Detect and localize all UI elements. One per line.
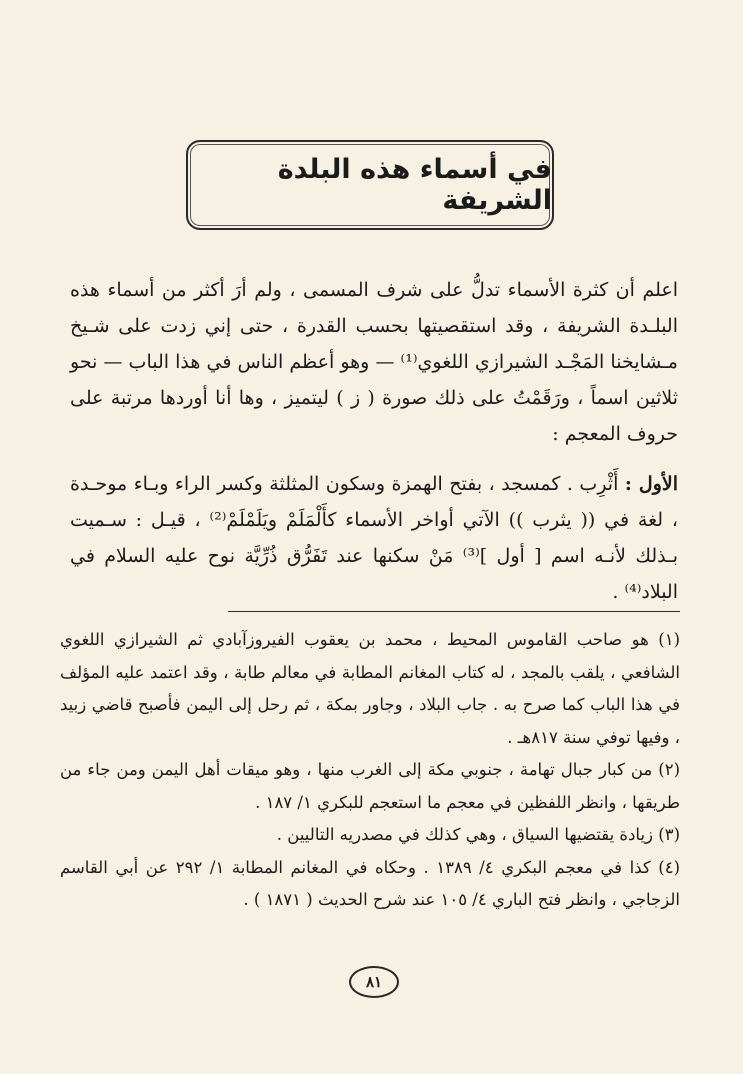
footnote-3: (٣) زيادة يقتضيها السياق ، وهي كذلك في مصدريه التاليين .	[276, 825, 680, 844]
paragraph-first-name	[70, 466, 678, 610]
page-number: ٨١	[349, 966, 399, 998]
footnote-4: (٤) كذا في معجم البكري ٤/ ١٣٨٩ . وحكاه في المغانم المطابة ١/ ٢٩٢ عن أبي القاسم الزجاجي ، وانظر فتح الباري ٤/ ١٠٥ عند شرح الحديث ( ١٨٧١ ) .	[60, 857, 680, 909]
paragraph-label: الأول :	[624, 473, 678, 495]
footnote-separator	[228, 611, 680, 612]
paragraph-intro: اعلم أن كثرة الأسماء تدلُّ على شرف المسمى ، ولم أرَ أكثر من أسماء هذه البلـدة الشريفة ، وقد استقصيتها بحسب القدرة ، حتى إني زدت على شـيخ مـشايخنا المَجْـد الشيرازي اللغوي⁽¹⁾ — وهو أعظم الناس في هذا الباب — نحو ثلاثين اسماً ، ورَقَمْتُ على ذلك صورة ( ز ) ليتميز ، وها أنا أوردها مرتبة على حروف المعجم :	[70, 279, 678, 445]
paragraph-first-name-text: أَثْرِب . كمسجد ، بفتح الهمزة وسكون المثلثة وكسر الراء وبـاء موحـدة ، لغة في (( يثرب )) الآتي أواخر الأسماء كأَلْمَلَمْ ويَلَمْلَمْ⁽²⁾ ، قيـل : سـميت بـذلك لأنـه اسم [ أول ]⁽³⁾ مَنْ سكنها عند تَفَرُّق ذُرِّيَّة نوح عليه السلام في البلاد⁽⁴⁾ .	[70, 473, 678, 603]
chapter-heading: في أسماء هذه البلدة الشريفة	[277, 154, 552, 216]
chapter-heading-frame	[186, 140, 554, 230]
footnote-2: (٢) من كبار جبال تهامة ، جنوبي مكة إلى الغرب منها ، وهو ميقات أهل اليمن ومن جاء من طريقها ، وانظر اللفظين في معجم ما استعجم للبكري ١/ ١٨٧ .	[60, 760, 680, 812]
footnote-1: (١) هو صاحب القاموس المحيط ، محمد بن يعقوب الفيروزآبادي ثم الشيرازي اللغوي الشافعي ، يلقب بالمجد ، له كتاب المغانم المطابة في معالم طابة ، وقد اعتمد عليه المؤلف في هذا الباب كما صرح به . جاب البلاد ، وجاور بمكة ، ثم رحل إلى اليمن فأصبح قاضي زبيد ، وفيها توفي سنة ٨١٧هـ .	[60, 630, 680, 747]
main-text	[70, 272, 678, 610]
footnotes	[60, 624, 680, 917]
